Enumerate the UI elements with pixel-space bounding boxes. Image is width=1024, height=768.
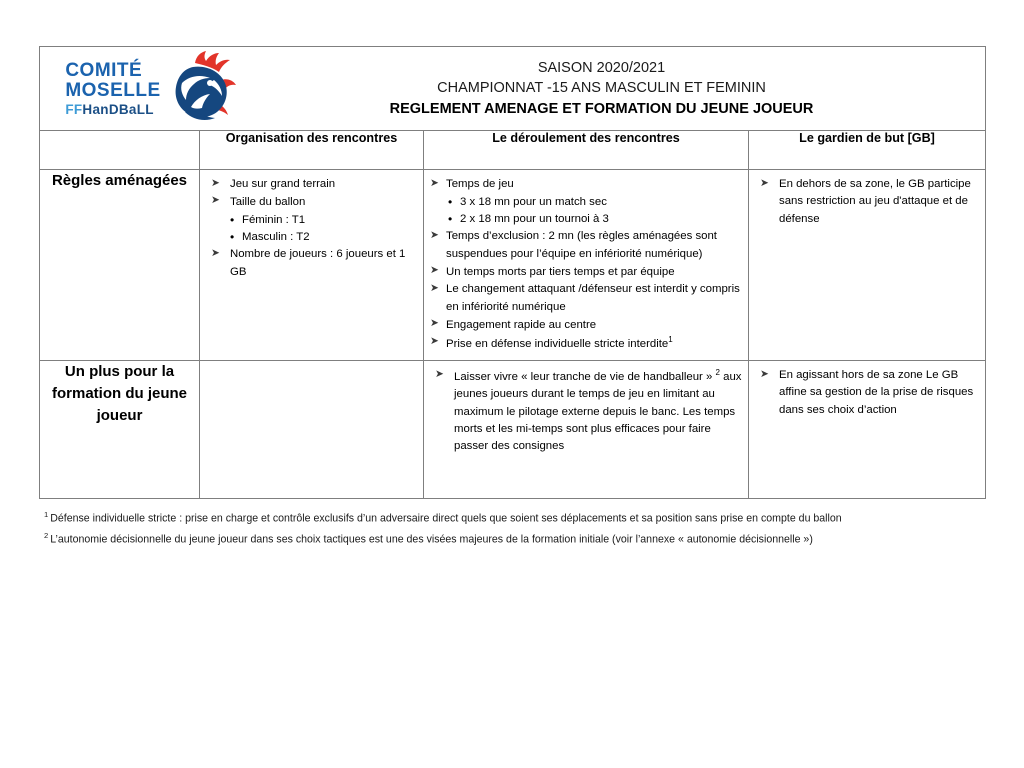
arrow-bullet-icon: ➤ bbox=[430, 176, 439, 189]
arrow-bullet-icon: ➤ bbox=[211, 176, 220, 189]
footnotes-block bbox=[44, 508, 984, 550]
arrow-bullet-icon: ➤ bbox=[430, 334, 439, 347]
table-row bbox=[40, 170, 986, 361]
document-header-cell bbox=[40, 47, 986, 131]
footnote-2 bbox=[44, 529, 984, 550]
column-header-organisation: Organisation des rencontres bbox=[200, 131, 424, 170]
list-item: ➤ Prise en défense individuelle stricte interdite$^1$ bbox=[430, 334, 673, 351]
rooster-emblem-icon bbox=[165, 50, 239, 127]
logo-line-comite: COMITÉ bbox=[65, 59, 143, 81]
logo-line-moselle: MOSELLE bbox=[65, 79, 161, 101]
list-item: ➤ En dehors de sa zone, le GB participe sans restriction au jeu d'attaque et de défense bbox=[760, 176, 971, 225]
list-item: • Masculin : T2 bbox=[208, 229, 417, 246]
column-header-gardien: Le gardien de but [GB] bbox=[749, 131, 986, 170]
document-title-block bbox=[246, 58, 985, 120]
footnote-1-number: 1 bbox=[44, 510, 49, 519]
list-item: ➤ Laisser vivre « leur tranche de vie de handballeur » $^2$ aux jeunes joueurs durant le temps de jeu en limitant au maximum le pilotage externe depuis le banc. Les temps morts et les mi-temps sont plus efficaces pour faire passer des consignes bbox=[435, 367, 742, 453]
dot-bullet-icon: • bbox=[230, 229, 235, 244]
list-item: ➤ Taille du ballon bbox=[211, 194, 306, 208]
footnote-2-text: L’autonomie décisionnelle du jeune joueur dans ses choix tactiques est une des visées majeures de la formation initiale (voir l’annexe « autonomie décisionnelle ») bbox=[50, 533, 813, 546]
cell-regles-organisation bbox=[200, 170, 424, 361]
arrow-bullet-icon: ➤ bbox=[211, 246, 220, 259]
dot-bullet-icon: • bbox=[230, 212, 235, 227]
list-item: ➤ Nombre de joueurs : 6 joueurs et 1 GB bbox=[211, 246, 406, 278]
list-item: ➤ En agissant hors de sa zone Le GB affine sa gestion de la prise de risques dans ses choix d’action bbox=[760, 367, 974, 416]
arrow-bullet-icon: ➤ bbox=[430, 264, 439, 277]
footnote-2-number: 2 bbox=[44, 531, 49, 541]
column-header-deroulement: Le déroulement des rencontres bbox=[424, 131, 749, 170]
arrow-bullet-icon: ➤ bbox=[435, 367, 444, 380]
dot-bullet-icon: • bbox=[448, 212, 453, 227]
footnote-1 bbox=[44, 508, 984, 529]
rules-table bbox=[39, 46, 986, 499]
list-item: • 2 x 18 mn pour un tournoi à 3 bbox=[430, 211, 742, 228]
cell-regles-gardien bbox=[749, 170, 986, 361]
dot-bullet-icon: • bbox=[448, 194, 453, 209]
logo-handball-text: HanDBaLL bbox=[82, 101, 154, 117]
cell-formation-organisation bbox=[200, 361, 424, 499]
cell-regles-deroulement bbox=[424, 170, 749, 361]
row-label-un-plus-formation: Un plus pour la formation du jeune joueur bbox=[40, 361, 200, 499]
arrow-bullet-icon: ➤ bbox=[760, 176, 769, 189]
logo-ff-text: FF bbox=[65, 101, 83, 117]
list-item: ➤ Le changement attaquant /défenseur est interdit y compris en infériorité numérique bbox=[430, 281, 740, 313]
table-header-band-row bbox=[40, 47, 986, 131]
list-item: • 3 x 18 mn pour un match sec bbox=[430, 194, 742, 211]
table-row bbox=[40, 361, 986, 499]
list-item: ➤ Engagement rapide au centre bbox=[430, 317, 597, 331]
cell-formation-gardien bbox=[749, 361, 986, 499]
list-item: ➤ Temps de jeu bbox=[430, 176, 514, 190]
arrow-bullet-icon: ➤ bbox=[430, 317, 439, 330]
column-header-row bbox=[40, 131, 986, 170]
footnote-1-text: Défense individuelle stricte : prise en charge et contrôle exclusifs d’un adversaire direct quels que soient ses déplacements et sa position sans prise en compte du ballon bbox=[50, 512, 842, 525]
footnote-ref-2: 2 bbox=[715, 368, 720, 378]
arrow-bullet-icon: ➤ bbox=[760, 367, 769, 380]
row-label-regles-amenagees: Règles aménagées bbox=[40, 170, 200, 361]
arrow-bullet-icon: ➤ bbox=[430, 281, 439, 294]
title-championship: CHAMPIONNAT -15 ANS MASCULIN ET FEMININ bbox=[437, 80, 766, 97]
footnote-ref-1: 1 bbox=[668, 335, 673, 345]
list-item: ➤ Un temps morts par tiers temps et par équipe bbox=[430, 264, 675, 278]
column-header-corner bbox=[40, 131, 200, 170]
committee-logo bbox=[40, 50, 246, 127]
title-regulation: REGLEMENT AMENAGE ET FORMATION DU JEUNE JOUEUR bbox=[389, 100, 814, 117]
arrow-bullet-icon: ➤ bbox=[430, 228, 439, 241]
list-item: ➤ Temps d’exclusion : 2 mn (les règles aménagées sont suspendues pour l’équipe en infériorité numérique) bbox=[430, 228, 717, 260]
list-item: • Féminin : T1 bbox=[208, 212, 417, 229]
arrow-bullet-icon: ➤ bbox=[211, 194, 220, 207]
title-season: SAISON 2020/2021 bbox=[537, 59, 666, 76]
cell-formation-deroulement bbox=[424, 361, 749, 499]
list-item: ➤ Jeu sur grand terrain bbox=[211, 176, 336, 190]
